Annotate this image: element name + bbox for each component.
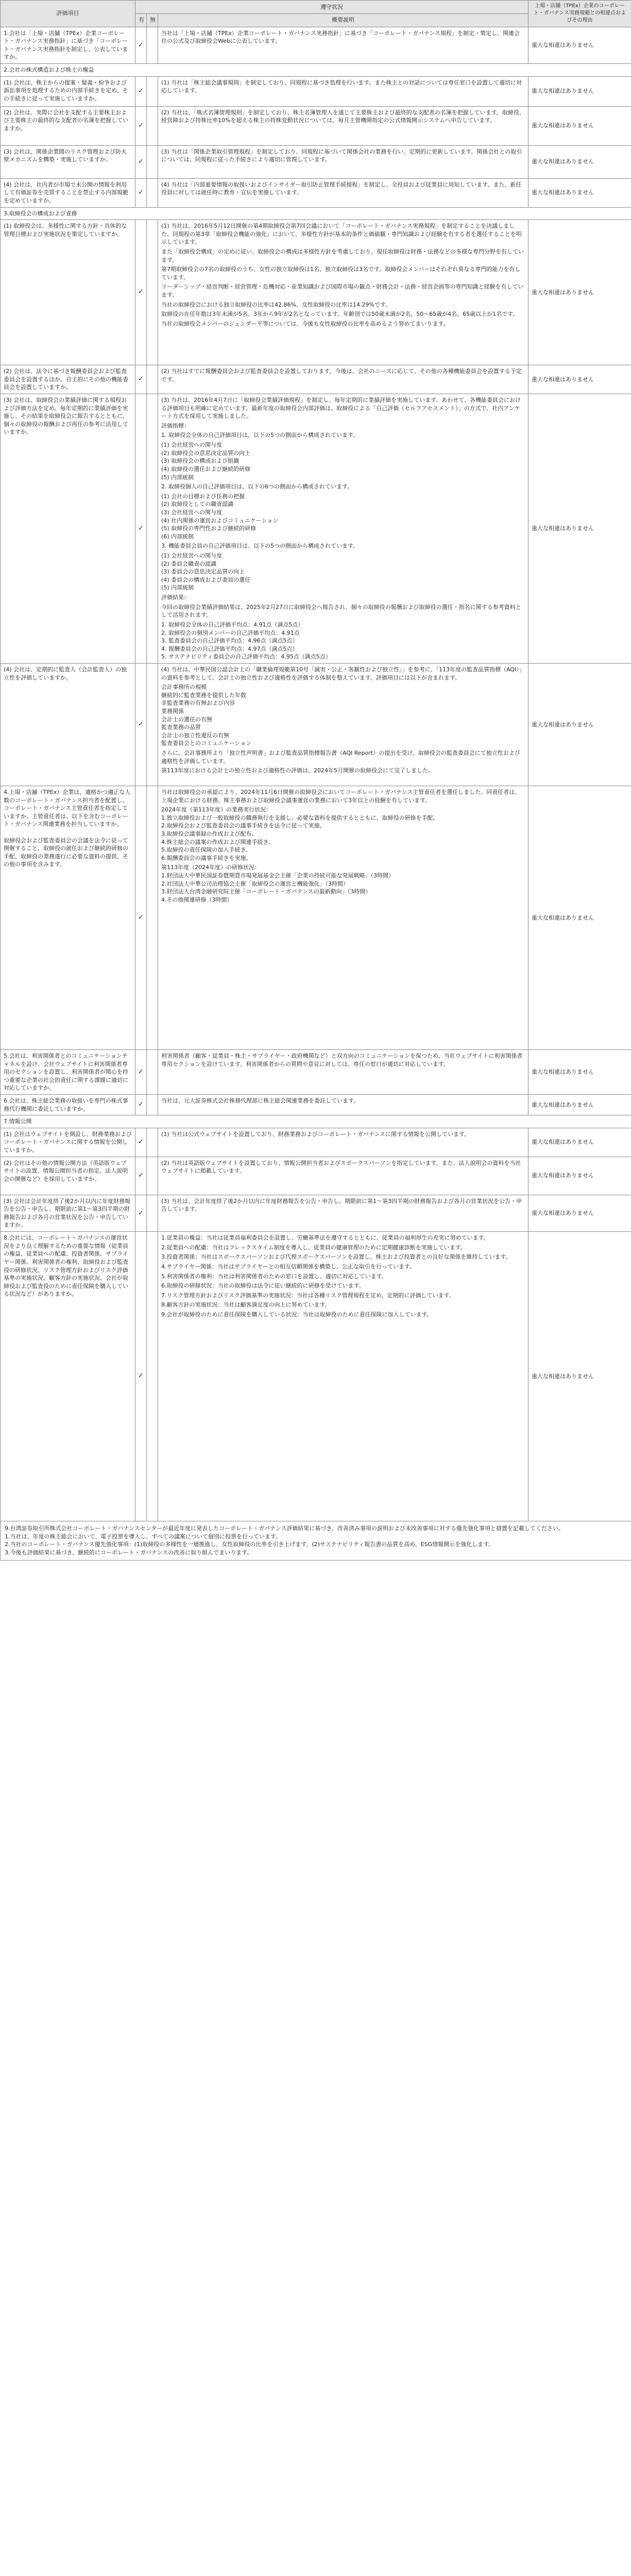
difference-reason-cell: 重大な相違はありません (528, 663, 631, 786)
difference-reason-cell: 重大な相違はありません (528, 220, 631, 365)
overview-paragraph: 3. 機能委員会員の自己評価項目は、以下の5つの側面から構成されています。 (161, 543, 359, 550)
header-yes: 有 (135, 13, 147, 27)
no-mark-cell (147, 220, 158, 365)
evaluation-item-cell: (1) 取締役会は、多様性に関する方針・具体的な管理目標および実施状況を策定していますか。 (1, 220, 135, 365)
overview-paragraph: 当社は「上場・店舗（TPEx）企業コーポレート・ガバナンス実務指針」に基づき「コーポレート・ガバナンス規程」を制定・策定し、関連会社の公式及び取締役会Webに公表しています。 (161, 29, 520, 45)
yes-mark-cell (135, 786, 147, 1049)
table-row (1, 1195, 631, 1231)
no-mark-cell (147, 106, 158, 145)
overview-paragraph: 2. 取締役個人の自己評価項目は、以下の6つの側面から構成されています。 (161, 483, 353, 490)
no-mark-cell (147, 76, 158, 106)
difference-reason-cell: 重大な相違はありません (528, 365, 631, 394)
evaluation-item-cell: (3) 会社は、取締役会の業績評価に関する規程および評価方法を定め、毎年定期的に業績評価を実施し、その結果を取締役会に報告するとともに、個々の取締役の報酬および再任の参考に活用していますか。 (1, 394, 135, 664)
difference-reason-cell: 重大な相違はありません (528, 1232, 631, 1521)
no-mark-cell (147, 1049, 158, 1094)
table-row (1, 76, 631, 106)
header-compliance-status: 遵守状況 (135, 1, 528, 14)
overview-paragraph: 取締役の在任年数は3年未満が5名、3年から9年が2名となっています。年齢別では50歳未満が2名、50〜65歳が4名、65歳以上が1名です。 (161, 311, 519, 318)
evaluation-item-cell: (3) 会社は、関係企業間のリスク管理および防火壁メカニズムを構築・実施していますか。 (1, 145, 135, 178)
overview-paragraph: (1) 当社は公式ウェブサイトを設置しており、財務業務およびコーポレート・ガバナンスに関する情報を公開しています。 (161, 1130, 470, 1138)
table-body (1, 27, 631, 1521)
evaluation-item-cell: (4) 会社は、社内者が市場で未公開の情報を利用して有価証券を売買することを禁止する内部規範を定めていますか。 (1, 178, 135, 207)
no-mark-cell (147, 394, 158, 664)
header-difference-reason: 上場・店舗（TPEx）企業のコーポレート・ガバナンス実務規範との相違点およびその理由 (528, 1, 631, 27)
no-mark-cell (147, 365, 158, 394)
difference-reason-cell: 重大な相違はありません (528, 178, 631, 207)
table-row (1, 663, 631, 786)
yes-mark-cell (135, 178, 147, 207)
overview-paragraph: (1) 会社経営への関与度 (2) 委員会職責の認識 (3) 委員会の意思決定品質の向上 (4) 委員会の構成および委員の選任 (5) 内部統制 (161, 552, 251, 591)
section-row (1, 1115, 631, 1128)
check-mark-icon: ✓ (138, 87, 144, 95)
difference-reason-cell: 重大な相違はありません (528, 1094, 631, 1115)
table-row (1, 220, 631, 365)
check-mark-icon: ✓ (138, 1067, 144, 1076)
evaluation-item-cell: 4.上場・店舗（TPEx）企業は、適格かつ適正な人数のコーポレート・ガバナンス担当者を配置し、コーポレート・ガバナンス主管責任者を指定していますか。主管責任者は、以下を含むコーポレート・ガバナンス関連業務を担当していますか。 取締役会および監査委員会の会議を法令に従って開催すること、取締役の就任および継続的研修の手配、取締役の業務遂行に必要な資料の提供、その他の事項を含みます。 (1, 786, 135, 1049)
check-mark-icon: ✓ (138, 1372, 144, 1380)
no-mark-cell (147, 1128, 158, 1157)
overview-paragraph: (1) 当社は「株主総会議事規則」を制定しており、同規程に基づき処理を行います。また株主との対話については専任窓口を設置して適切に対応しています。 (161, 79, 522, 94)
yes-mark-cell (135, 1157, 147, 1195)
check-mark-icon: ✓ (138, 913, 144, 922)
no-mark-cell (147, 27, 158, 63)
overview-paragraph: 1.従業員の権益：当社は従業員福利委員会を設置し、労働基準法を遵守するとともに、従業員の福利厚生の充実に努めています。 (161, 1234, 489, 1242)
yes-mark-cell (135, 27, 147, 63)
section-row (1, 207, 631, 220)
evaluation-item-cell: (4) 会社は、定期的に監査人（会計監査人）の独立性を評価していますか。 (1, 663, 135, 786)
no-mark-cell (147, 786, 158, 1049)
difference-reason-cell: 重大な相違はありません (528, 76, 631, 106)
table-row (1, 394, 631, 664)
yes-mark-cell (135, 76, 147, 106)
no-mark-cell (147, 178, 158, 207)
yes-mark-cell (135, 1049, 147, 1094)
section-row (1, 64, 631, 77)
overview-paragraph: 5.利害関係者の権利：当社は利害関係者のための窓口を設置し、適切に対応しています。 (161, 1273, 387, 1280)
table-row (1, 106, 631, 145)
overview-paragraph: (2) 当社はすでに報酬委員会および監査委員会を設置しております。今後は、会社のニーズに応じて、その他の各種機能委員会を設置する予定です。 (161, 368, 522, 383)
check-mark-icon: ✓ (138, 121, 144, 129)
overview-paragraph: 当社は取締役会の承認により、2024年11月6日開催の取締役会においてコーポレート・ガバナンス主管責任者を選任しました。同責任者は、上場企業における財務、株主事務および取締役会議事運営の業務において3年以上の経験を有しています。 (161, 788, 521, 804)
overview-cell (158, 106, 528, 145)
no-mark-cell (147, 145, 158, 178)
difference-reason-cell: 重大な相違はありません (528, 1195, 631, 1231)
overview-cell (158, 178, 528, 207)
overview-paragraph: 2.従業員への配慮：当社はフレックスタイム制度を導入し、従業員の健康管理のために定期健康診断を実施しています。 (161, 1244, 466, 1251)
yes-mark-cell (135, 145, 147, 178)
overview-cell (158, 1232, 528, 1521)
check-mark-icon: ✓ (138, 188, 144, 196)
yes-mark-cell (135, 220, 147, 365)
overview-paragraph: 4.サプライヤー関係：当社はサプライヤーとの相互信頼関係を構築し、公正な取引を行っています。 (161, 1263, 415, 1270)
header-overview: 概要説明 (158, 13, 528, 27)
overview-paragraph: (3) 当社は、2016年4月7日に「取締役会業績評価規程」を制定し、毎年定期的に業績評価を実施しています。あわせて、各機能委員会における評価項目も明確に定めています。最新年度の取締役会内部評価は、取締役による「自己評価（セルフアセスメント）」の方式で、社内アンケート方式を採用して実施しました。 (161, 397, 521, 420)
overview-paragraph: 評価指標： (161, 422, 190, 429)
overview-paragraph: (3) 当社は「関係企業取引管理規程」を制定しており、同規程に基づいて関係会社の業務を行い、定期的に更新しています。関係会社との取引については、同規程に従った手続きにより適切に管理しています。 (161, 148, 522, 163)
check-mark-icon: ✓ (138, 1100, 144, 1109)
overview-cell (158, 145, 528, 178)
footer-note: 9.台湾証券取引所株式会社コーポレート・ガバナンスセンターが最近年度に発表したコーポレート・ガバナンス評価結果に基づき、改善済み事項の説明および未改善事項に対する優先強化事項と措置を記載してください。 1.当社は、年度の株主総会において、電子投票を導入し、すべての議案について個別に投票を行っています。 2.当社のコーポレート・ガバナンス優先強化事項：(1)取締役の多様性を一層推進し、女性取締役の比率を引き上げます。(2)サステナビリティ報告書の品質を高め、ESG情報開示を強化します。 3.今後も評価結果に基づき、継続的にコーポレート・ガバナンスの改善に取り組んでまいります。 (1, 1521, 631, 1560)
overview-paragraph: 1. 取締役会全体の自己評価項目は、以下の5つの側面から構成されています。 (161, 432, 359, 439)
difference-reason-cell: 重大な相違はありません (528, 1128, 631, 1157)
no-mark-cell (147, 1195, 158, 1231)
table-row (1, 145, 631, 178)
difference-reason-cell: 重大な相違はありません (528, 145, 631, 178)
overview-paragraph: 9.会社が取締役のために責任保険を購入している状況：当社は取締役のために責任保険に加入しています。 (161, 1311, 433, 1318)
yes-mark-cell (135, 1094, 147, 1115)
overview-cell (158, 1049, 528, 1094)
table-row (1, 27, 631, 63)
table-row (1, 1094, 631, 1115)
header-evaluation-item: 評価項目 (1, 1, 135, 27)
overview-cell (158, 786, 528, 1049)
overview-paragraph: (4) 当社は、中華民国公認会計士の「職業倫理規範第10号「誠実・公正・客観性および独立性」」を参考に、「113年度の監査品質指標（AQI）」の資料を参考として、会計士の独立性および適格性を評価する体制を整えています。評価項目には以下が含まれます。 (161, 666, 525, 681)
overview-paragraph: 当社の取締役会における独立取締役の比率は42.86%、女性取締役の比率は14.29%です。 (161, 301, 391, 308)
table-row (1, 1232, 631, 1521)
evaluation-item-cell: 5.会社は、利害関係者とのコミュニケーションチャネルを設け、会社ウェブサイトに利害関係者専用のセクションを設置し、利害関係者が関心を持つ重要な企業の社会的責任に関する課題に適切に対応していますか。 (1, 1049, 135, 1094)
difference-reason-cell: 重大な相違はありません (528, 786, 631, 1049)
yes-mark-cell (135, 1232, 147, 1521)
evaluation-item-cell: (1) 会社は、株主からの提案・疑義・紛争および訴訟事項を処理するための内部手続きを定め、その手続きに従って実施していますか。 (1, 76, 135, 106)
check-mark-icon: ✓ (138, 375, 144, 383)
no-mark-cell (147, 1094, 158, 1115)
overview-cell (158, 1157, 528, 1195)
yes-mark-cell (135, 663, 147, 786)
overview-paragraph: また「取締役会構成」の定めに従い、取締役会の構成は多様性方針を考慮しており、現任取締役は財務・法務などの多様な専門分野を有しています。 (161, 248, 524, 263)
overview-cell (158, 394, 528, 664)
overview-paragraph: 第113年度（2024年度）の研修状況： 1.財団法人中華民国証券暨期貨市場発展基金会主催「企業の持続可能な発展戦略」（3時間） 2.社団法人中華公司治理協会主催「取締役会の運営と機能強化」（3時間） 3.財団法人台湾金融研究院主催「コーポレート・ガバナンスの最新動向」（3時間） 4.その他関連研修（3時間） (161, 864, 394, 903)
check-mark-icon: ✓ (138, 1171, 144, 1179)
section-title: 7.情報公開 (1, 1115, 631, 1128)
check-mark-icon: ✓ (138, 288, 144, 296)
check-mark-icon: ✓ (138, 157, 144, 165)
overview-paragraph: 当社は、元大証券株式会社株務代理部に株主総会関連業務を委託しています。 (161, 1097, 360, 1104)
overview-paragraph: (4) 当社は「内部重要情報の取扱いおよびインサイダー取引防止管理手続規程」を制定し、全役員および従業員に周知しています。また、新任役員に対しては就任時に教育・宣伝を実施しています。 (161, 181, 522, 196)
table-row (1, 786, 631, 1049)
no-mark-cell (147, 1157, 158, 1195)
overview-paragraph: さらに、会計事務所より「独立性声明書」および監査品質指標報告書（AQI Report）の提出を受け、取締役会の監査委員会にて独立性および適格性を評価しています。 (161, 750, 520, 765)
evaluation-item-cell: 8.会社には、コーポレート・ガバナンスの運営状況をより良く理解するための重要な情報（従業員の権益、従業員への配慮、投資者関係、サプライヤー関係、利害関係者の権利、取締役および監査役の研修状況、リスク管理方針およびリスク評価基準の実施状況、顧客方針の実施状況、会社が取締役および監査役のために責任保険を購入している状況など）がありますか。 (1, 1232, 135, 1521)
evaluation-item-cell: (1) 会社はウェブサイトを開設し、財務業務およびコーポレート・ガバナンスに関する情報を公開していますか。 (1, 1128, 135, 1157)
overview-paragraph: 3.投資者関係：当社はスポークスパーソンおよび代理スポークスパーソンを設置し、株主および投資者との良好な関係を維持しています。 (161, 1253, 511, 1261)
overview-paragraph: 当社の取締役会メンバーのジェンダー平等については、今後も女性取締役の比率を高めるよう努めてまいります。 (161, 320, 449, 327)
table-row (1, 1049, 631, 1094)
difference-reason-cell: 重大な相違はありません (528, 1049, 631, 1094)
evaluation-item-cell: 6.会社は、株主総会業務の取扱いを専門の株式事務代行機関に委託していますか。 (1, 1094, 135, 1115)
header-no: 無 (147, 13, 158, 27)
yes-mark-cell (135, 1128, 147, 1157)
overview-cell (158, 1128, 528, 1157)
evaluation-item-cell: 1.会社は「上場・店舗（TPEx）企業コーポレート・ガバナンス実務指針」に基づき「コーポレート・ガバナンス実務指針を制定し、公表していますか。 (1, 27, 135, 63)
section-title: 2.会社の株式構造および株主の権益 (1, 64, 631, 77)
overview-paragraph: 利害関係者（顧客・従業員・株主・サプライヤー・政府機関など）と双方向のコミュニケーションを保つため、当社ウェブサイトに利害関係者専用セクションを設けています。利害関係者からの質問や意見に対しては、専任の窓口が適切に対応しています。 (161, 1052, 523, 1067)
overview-cell (158, 1195, 528, 1231)
overview-cell (158, 1094, 528, 1115)
overview-paragraph: 今回の取締役会業績評価結果は、2025年2月27日に取締役会へ報告され、個々の取締役の報酬および取締役の選任・指名に関する参考資料として活用されます。 (161, 603, 521, 619)
check-mark-icon: ✓ (138, 1138, 144, 1146)
overview-paragraph: 第113年度における会計士の独立性および適格性の評価は、2024年5月開催の取締役会にて完了しました。 (161, 767, 434, 774)
check-mark-icon: ✓ (138, 524, 144, 532)
difference-reason-cell: 重大な相違はありません (528, 394, 631, 664)
evaluation-item-cell: (2) 会社はその他の情報公開方法（英語版ウェブサイトの設置、情報公開担当者の指定、法人説明会の開催など）を採用していますか。 (1, 1157, 135, 1195)
overview-paragraph: (1) 当社は、2016年5月12日開催の第4期取締役会第7回会議において「コーポレート・ガバナンス実務規程」を制定することを決議しました。同規程の第3章「取締役会機能の強化」において、多様性方針が基本的条件と価値観・専門知識および経験を有する者を選任することを明示しています。 (161, 223, 522, 246)
overview-cell (158, 76, 528, 106)
overview-paragraph: 1. 取締役会全体の自己評価平均点：4.91点（満点5点） 2. 取締役会の個別メンバーの自己評価平均点：4.91点 3. 監査委員会の自己評価平均点：4.96点（満点5点） 4. 報酬委員会の自己評価平均点：4.97点（満点5点） 5. サステナビリティ委員会の自己評価平均点：4.95点（満点5点） (161, 621, 331, 660)
table-row (1, 1157, 631, 1195)
overview-paragraph: 2024年度（第113年度）の業務実行状況： 1.独立取締役および一般取締役の職務執行を支援し、必要な資料を提供するとともに、取締役の研修を手配。 2.取締役会および監査委員会の議事手続きを法令に従って実施。 3.取締役会議事録の作成および配布。 4.株主総会の議案の作成および関連手続き。 5.取締役の責任保険の加入手続き。 6.報酬委員会の議事手続きを実施。 (161, 806, 439, 861)
overview-paragraph: リーダーシップ・経営判断・経営管理・危機対応・産業知識および国際市場の観点・財務会計・法務・経営企画等の専門知識と経験を有しています。 (161, 283, 524, 299)
overview-paragraph: 評価結果： (161, 594, 190, 601)
overview-paragraph: 第7期取締役会の7名の取締役のうち、女性の独立取締役は1名、独立取締役は3名です。取締役会メンバーはそれぞれ異なる専門的能力を有しています。 (161, 266, 521, 281)
overview-paragraph: 8.顧客方針の実施状況：当社は顧客満足度の向上に努めています。 (161, 1301, 331, 1309)
evaluation-item-cell: (2) 会社は、実際に会社を支配する主要株主および主要株主の最終的な支配者の名簿を把握していますか。 (1, 106, 135, 145)
overview-paragraph: 6.取締役の研修状況：当社の取締役は法令に従い継続的に研修を受けています。 (161, 1282, 365, 1290)
difference-reason-cell: 重大な相違はありません (528, 1157, 631, 1195)
yes-mark-cell (135, 365, 147, 394)
section-title: 3.取締役会の構成および責務 (1, 207, 631, 220)
check-mark-icon: ✓ (138, 41, 144, 49)
overview-paragraph: (2) 当社は、「株式名簿管理規則」を制定しており、株主名簿管理人を通じて主要株主および最終的な支配者の名簿を把握しています。取締役、経営陣および持株比率10%を超える株主の持株変動状況については、毎月主管機関指定の公式情報開示システムへ申告しています。 (161, 109, 525, 124)
difference-reason-cell: 重大な相違はありません (528, 106, 631, 145)
overview-cell (158, 220, 528, 365)
overview-cell (158, 27, 528, 63)
check-mark-icon: ✓ (138, 720, 144, 728)
overview-paragraph: 7.リスク管理方針およびリスク評価基準の実施状況：当社は各種リスク管理規程を定め、定期的に評価しています。 (161, 1292, 455, 1299)
overview-paragraph: (1) 会社経営への関与度 (2) 取締役会の意思決定品質の向上 (3) 取締役会の構成および組織 (4) 取締役の選任および継続的研修 (5) 内部統制 (161, 442, 251, 481)
difference-reason-cell: 重大な相違はありません (528, 27, 631, 63)
table-row (1, 178, 631, 207)
table-row (1, 365, 631, 394)
overview-paragraph: 会計事務所の規模 継続的に監査業務を提供した年数 非監査業務の有無および内容 業務関係 会計士の選任の有無 監査業務の品質 会計士の独立性違反の有無 監査委員会とのコミュニケーション (161, 684, 252, 747)
overview-paragraph: (2) 当社は英語版ウェブサイトを設置しており、情報公開担当者およびスポークスパーソンを指定しています。また、法人説明会の資料を当社ウェブサイトに掲載しています。 (161, 1159, 521, 1175)
overview-paragraph: (3) 当社は、会計年度終了後2か月以内に年度財務報告を公告・申告し、期限前に第1〜第3四半期の財務報告および各月の営業状況を公告・申告しています。 (161, 1197, 522, 1213)
no-mark-cell (147, 1232, 158, 1521)
evaluation-item-cell: (3) 会社は会計年度終了後2か月以内に年度財務報告を公告・申告し、期限前に第1〜第3四半期の財務報告および各月の営業状況を公告・申告していますか。 (1, 1195, 135, 1231)
overview-paragraph: (1) 会社の目標および任務の把握 (2) 取締役としての職責認識 (3) 会社経営への関与度 (4) 社内関係の運営およびコミュニケーション (5) 取締役の専門性および継続的研修 (6) 内部統制 (161, 493, 279, 540)
overview-cell (158, 365, 528, 394)
check-mark-icon: ✓ (138, 1209, 144, 1217)
evaluation-item-cell: (2) 会社は、法令に基づき報酬委員会および監査委員会を設置するほか、自主的にその他の機能委員会を設置していますか。 (1, 365, 135, 394)
yes-mark-cell (135, 106, 147, 145)
yes-mark-cell (135, 1195, 147, 1231)
yes-mark-cell (135, 394, 147, 664)
overview-cell (158, 663, 528, 786)
no-mark-cell (147, 663, 158, 786)
table-row (1, 1128, 631, 1157)
